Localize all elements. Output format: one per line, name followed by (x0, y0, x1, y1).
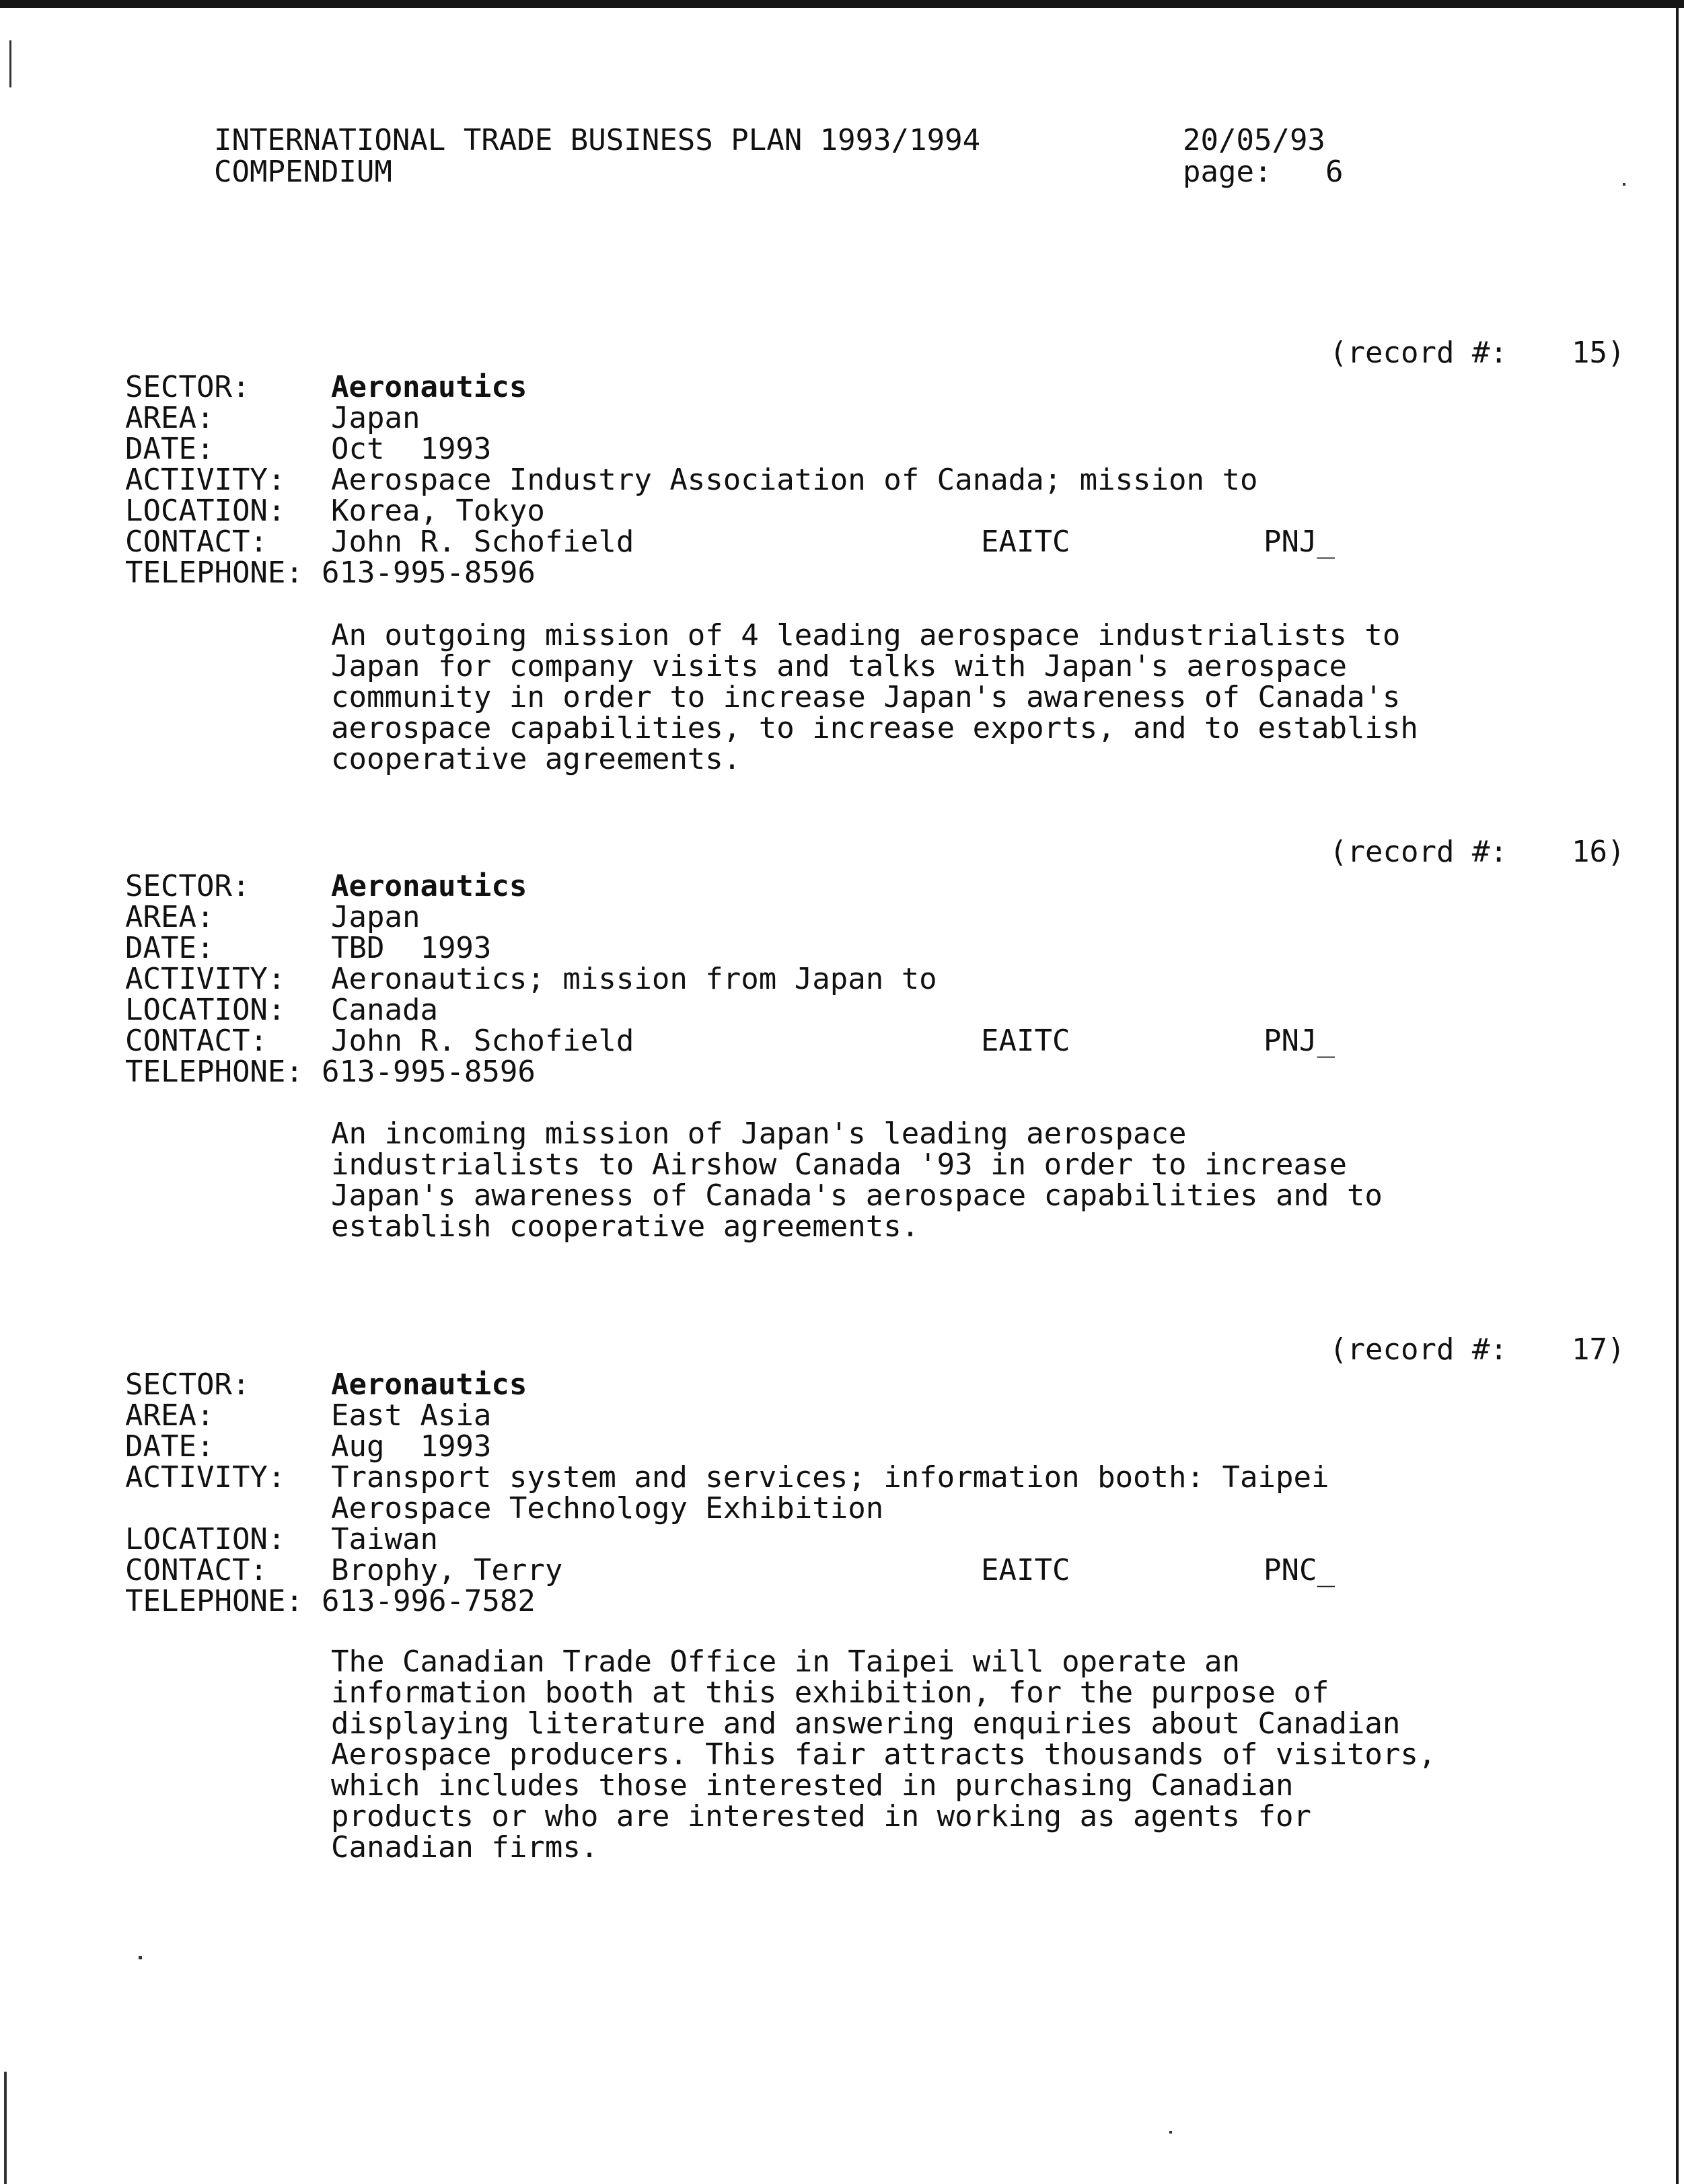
location-label: LOCATION: (125, 993, 286, 1027)
sector-label: SECTOR: (125, 1367, 250, 1402)
location-label: LOCATION: (125, 494, 286, 528)
division-value: EAITC (981, 525, 1070, 559)
contact-value: John R. Schofield (331, 1024, 634, 1058)
page-number: 6 (1325, 155, 1344, 189)
contact-label: CONTACT: (125, 1024, 268, 1058)
telephone-label: TELEPHONE: (125, 556, 303, 590)
code-value: PNC_ (1264, 1553, 1335, 1587)
area-value: East Asia (331, 1398, 492, 1433)
record-number: 17) (1572, 1332, 1625, 1367)
document-date: 20/05/93 (1183, 123, 1325, 157)
scan-edge-left-bottom (4, 2072, 7, 2184)
telephone-value: 613-995-8596 (322, 556, 536, 590)
record-description: The Canadian Trade Office in Taipei will operate an information booth at this exhibition, for the purpose of displaying literature and answering enquiries about Canadian Aerospace producers. This fair attracts thousands of visitors, which includes those interested in purchasing Canadian products or who are interested in working as agents for Canadian firms. (331, 1645, 1436, 1865)
scan-speck (1169, 2131, 1172, 2134)
activity-value-continued: Aerospace Technology Exhibition (331, 1491, 884, 1526)
activity-value: Aerospace Industry Association of Canada; mission to (331, 463, 1258, 497)
contact-value: Brophy, Terry (331, 1553, 563, 1587)
contact-label: CONTACT: (125, 525, 268, 559)
record-number: 16) (1572, 835, 1625, 869)
record-label: (record #: (1329, 336, 1508, 370)
activity-label: ACTIVITY: (125, 1460, 286, 1495)
location-value: Canada (331, 993, 438, 1027)
date-label: DATE: (125, 432, 215, 466)
scan-speck (1623, 183, 1625, 186)
area-value: Japan (331, 401, 420, 435)
date-label: DATE: (125, 931, 215, 965)
sector-label: SECTOR: (125, 370, 250, 404)
document-title: INTERNATIONAL TRADE BUSINESS PLAN 1993/1994 (214, 123, 981, 157)
location-label: LOCATION: (125, 1522, 286, 1556)
date-value: Aug 1993 (331, 1429, 492, 1464)
activity-label: ACTIVITY: (125, 463, 286, 497)
scan-edge-left (9, 40, 11, 87)
sector-value: Aeronautics (331, 1367, 527, 1402)
activity-label: ACTIVITY: (125, 962, 286, 996)
scan-edge-right (1676, 8, 1679, 2184)
sector-value: Aeronautics (331, 869, 527, 903)
record-description: An outgoing mission of 4 leading aerospace industrialists to Japan for company visits and talks with Japan's aerospace community in order to increase Japan's awareness of Canada's aerospace capabilities, to increase exports, and to establish cooperative agreements. (331, 618, 1418, 776)
location-value: Taiwan (331, 1522, 438, 1556)
area-label: AREA: (125, 900, 215, 934)
location-value: Korea, Tokyo (331, 494, 545, 528)
date-value: Oct 1993 (331, 432, 492, 466)
division-value: EAITC (981, 1024, 1070, 1058)
contact-value: John R. Schofield (331, 525, 634, 559)
telephone-label: TELEPHONE: (125, 1055, 303, 1089)
activity-value: Transport system and services; information booth: Taipei (331, 1460, 1329, 1495)
record-label: (record #: (1329, 1332, 1508, 1367)
telephone-value: 613-995-8596 (322, 1055, 536, 1089)
scan-edge-top (0, 0, 1684, 8)
sector-value: Aeronautics (331, 370, 527, 404)
date-label: DATE: (125, 1429, 215, 1464)
activity-value: Aeronautics; mission from Japan to (331, 962, 937, 996)
record-label: (record #: (1329, 835, 1508, 869)
record-description: An incoming mission of Japan's leading aerospace industrialists to Airshow Canada '93 in order to increase Japan's awareness of Canada's aerospace capabilities and to establish cooperative agreements. (331, 1117, 1383, 1244)
area-label: AREA: (125, 401, 215, 435)
division-value: EAITC (981, 1553, 1070, 1587)
scan-speck (139, 1956, 142, 1959)
record-number: 15) (1572, 336, 1625, 370)
area-value: Japan (331, 900, 420, 934)
page-label: page: (1183, 155, 1272, 189)
date-value: TBD 1993 (331, 931, 492, 965)
telephone-label: TELEPHONE: (125, 1584, 303, 1618)
document-subtitle: COMPENDIUM (214, 155, 392, 189)
code-value: PNJ_ (1264, 1024, 1335, 1058)
contact-label: CONTACT: (125, 1553, 268, 1587)
area-label: AREA: (125, 1398, 215, 1433)
sector-label: SECTOR: (125, 869, 250, 903)
code-value: PNJ_ (1264, 525, 1335, 559)
telephone-value: 613-996-7582 (322, 1584, 536, 1618)
